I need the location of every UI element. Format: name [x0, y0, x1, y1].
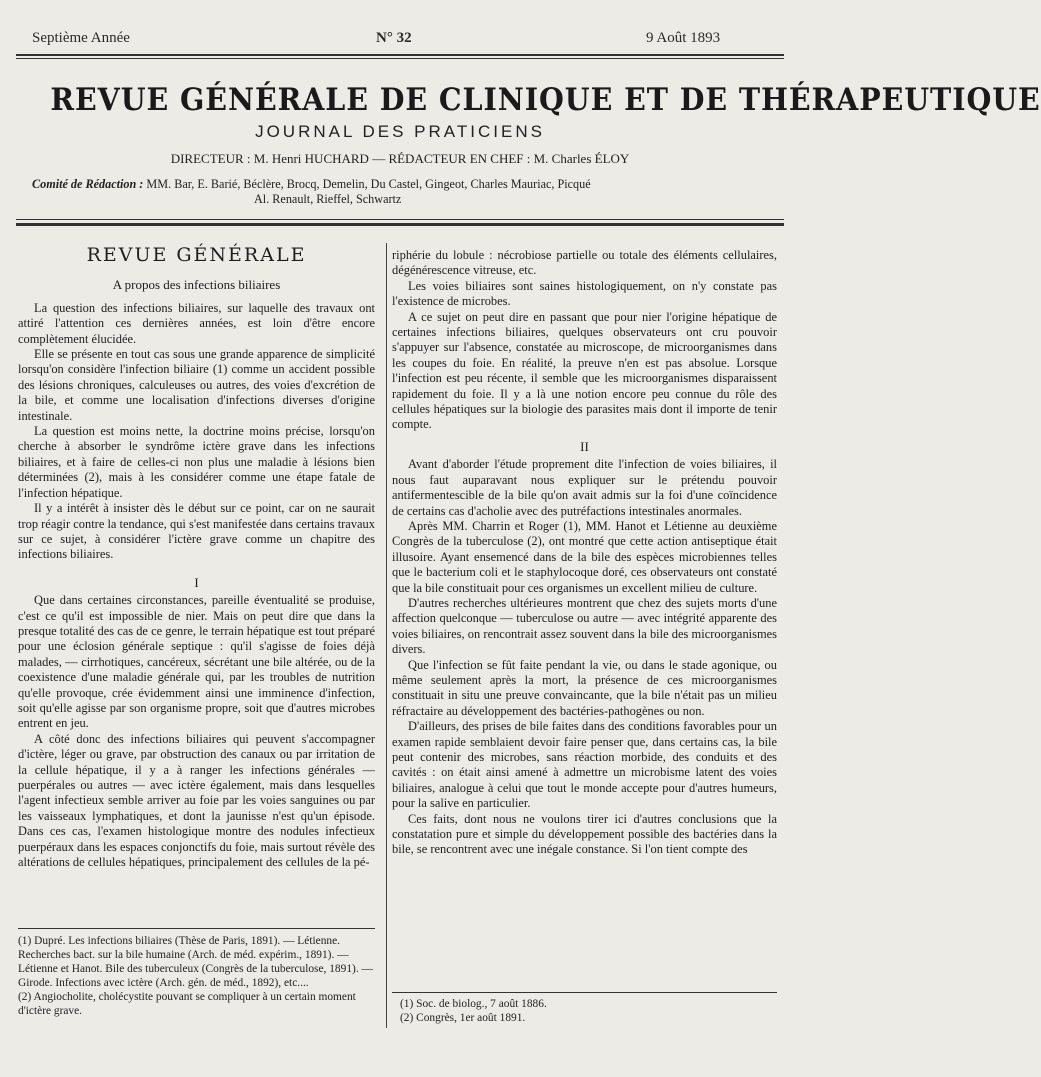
journal-title: REVUE GÉNÉRALE DE CLINIQUE ET DE THÉRAPEUTIQUE [50, 82, 1041, 118]
direction-line: DIRECTEUR : M. Henri HUCHARD — RÉDACTEUR EN CHEF : M. Charles ÉLOY [170, 151, 630, 166]
paragraph: D'ailleurs, des prises de bile faites dans des conditions favorables pour un examen rapide semblaient devoir faire penser que, dans certains cas, la bile peut contenir des microbes, sans réaction morbide, des conduits et des cavités : on était ainsi amené à admettre un microbisme latent des voies biliaires, analogue à celui que tout le monde accepte pour d'autres humeurs, pour la salive en particulier. [392, 719, 777, 811]
issue-number: N° 32 [376, 30, 412, 46]
paragraph: Il y a intérêt à insister dès le début sur ce point, car on ne saurait trop réagir contre la tendance, qui s'est manifestée dans certains travaux sur ce sujet, à considérer l'ictère grave comme un chapitre des infections biliaires. [18, 501, 375, 562]
paragraph: D'autres recherches ultérieures montrent que chez des sujets morts d'une affection quelconque — tuberculose ou autre — avec intégrité apparente des voies biliaires, on rencontrait assez souvent dans la bile des microorganismes divers. [392, 595, 777, 657]
header-rule-thin [16, 58, 784, 59]
footnote-rule-right [392, 992, 777, 993]
right-column [392, 248, 777, 858]
paragraph: La question des infections biliaires, sur laquelle des travaux ont attiré l'attention ces dernières années, est loin d'être encore complètement élucidée. [18, 300, 375, 346]
paragraph: Que dans certaines circonstances, pareille éventualité se produise, c'est ce qu'il est impossible de nier. Mais on peut dire que dans la presque totalité des cas de ce genre, le terrain hépatique est tout préparé pour une éclosion générale septique : qu'il s'agisse de foies déjà malades, — cirrhotiques, cancéreux, sécrétant une bile altérée, ou de la coexistence d'une maladie générale qui, par les troubles de nutrition qu'elle provoque, crée évidemment ainsi une imminence d'infection, soit qu'elle agisse par son organisme propre, soit que d'autres microbes entrent en jeu. [18, 593, 375, 731]
paragraph: riphérie du lobule : nécrobiose partielle ou totale des éléments cellulaires, dégénérescence vitreuse, etc. [392, 248, 777, 278]
paragraph: Les voies biliaires sont saines histologiquement, on n'y constate pas l'existence de microbes. [392, 278, 777, 309]
paragraph: Après MM. Charrin et Roger (1), MM. Hanot et Létienne au deuxième Congrès de la tuberculose (2), ont montré que cette action antiseptique était illusoire. Ayant ensemencé dans de la bile des espèces microbiennes telles que le bacterium coli et le staphylocoque doré, ces observateurs ont constaté que la bile constituait pour ces organismes un excellent milieu de culture. [392, 518, 777, 595]
committee-lead: Comité de Rédaction : [32, 177, 144, 191]
footnote: (1) Soc. de biolog., 7 août 1886. [400, 998, 547, 1010]
paragraph: Ces faits, dont nous ne voulons tirer ici d'autres conclusions que la constatation pure et simple du développement possible des bactéries dans la bile, se rencontrent avec une inégale constance. Si l'on tient compte des [392, 811, 777, 857]
committee-members-2: Al. Renault, Rieffel, Schwartz [254, 192, 402, 206]
committee-members-1: MM. Bar, E. Barié, Béclère, Brocq, Demelin, Du Castel, Gingeot, Charles Mauriac, Picqué [146, 177, 591, 191]
section-number: II [580, 438, 589, 454]
footnote: (1) Dupré. Les infections biliaires (Thèse de Paris, 1891). — Létienne. Recherches bact. sur la bile humaine (Arch. de méd. expérim., 1891). — Létienne et Hanot. Bile des tuberculeux (Congrès de la tuberculose, 1891). — Girode. Infections avec ictère (Arch. gén. de méd., 1892), etc.... [18, 935, 373, 989]
footnote-rule [18, 928, 375, 929]
committee-block [32, 177, 792, 207]
paragraph: Elle se présente en tout cas sous une grande apparence de simplicité lorsqu'on considère l'infection biliaire (1) comme un accident possible des lésions chroniques, calculeuses ou autres, des voies d'excrétion de la bile, et comme une localisation d'infections diverses d'origine intestinale. [18, 347, 375, 423]
right-footnotes [400, 997, 777, 1025]
article-title: A propos des infections biliaires [112, 277, 281, 293]
section-title: REVUE GÉNÉRALE [86, 244, 307, 266]
paragraph: A ce sujet on peut dire en passant que pour nier l'origine hépatique de certaines infections biliaires, quelques observateurs ont cru pouvoir s'appuyer sur l'absence, constatée au microscope, de microorganismes dans les coupes du foie. En réalité, la preuve n'en est pas absolue. Lorsque l'infection est peu récente, il semble que les microorganismes disparaissent rapidement du foie. Il y a là une notion encore peu connue du rôle des cellules hépatiques sur la biologie des parasites mais dont il importe de tenir compte. [392, 309, 777, 432]
left-column [18, 244, 375, 870]
edition-label: Septième Année [32, 30, 130, 46]
footnote: (2) Angiocholite, cholécystite pouvant se compliquer à un certain moment d'ictère grave. [18, 991, 356, 1017]
issue-date: 9 Août 1893 [646, 30, 721, 46]
paragraph: Que l'infection se fût faite pendant la vie, ou dans le stade agonique, ou même seulement après la mort, la présence de ces microorganismes constituait in situ une preuve convaincante, que la bile n'était pas un milieu réfractaire au développement des bactéries-pathogènes ou non. [392, 657, 777, 718]
paragraph: La question est moins nette, la doctrine moins précise, lorsqu'on cherche à absorber le syndrôme ictère grave dans les infections biliaires, et à faire de celles-ci non plus une maladie à lésions bien déterminées (2), mais à les considérer comme une étape fatale de l'infection hépatique. [18, 424, 375, 500]
header-rule [16, 54, 784, 56]
footnote: (2) Congrès, 1er août 1891. [400, 1012, 526, 1024]
masthead-rule [16, 223, 784, 226]
journal-subtitle: JOURNAL DES PRATICIENS [255, 122, 545, 141]
masthead-rule-thin [16, 219, 784, 220]
paragraph: Avant d'aborder l'étude proprement dite l'infection de voies biliaires, il nous faut auparavant nous expliquer sur le prétendu pouvoir antifermentescible de la bile qu'on avait admis sur la foi d'une coïncidence de certains cas d'acholie avec des putréfactions intestinales anormales. [392, 457, 777, 518]
paragraph: A côté donc des infections biliaires qui peuvent s'accompagner d'ictère, léger ou grave, par obstruction des canaux ou par irritation de la cellule hépatique, il y a à ranger les infections générales — puerpérales ou autres — avec ictère également, mais dans lesquelles l'agent infectieux semble arriver au foie par les voies sanguines ou par les vaisseaux lymphatiques, et dont la jaunisse n'est qu'un épisode. Dans ces cas, l'examen histologique montre des nodules infectieux puerpéraux dans les espaces conjonctifs du foie, mais surtout révèle des altérations de cellules hépatiques, principalement des cellules de la pé- [18, 731, 375, 870]
column-divider [386, 243, 387, 1028]
left-footnotes [18, 934, 375, 1018]
section-number: I [194, 574, 199, 590]
